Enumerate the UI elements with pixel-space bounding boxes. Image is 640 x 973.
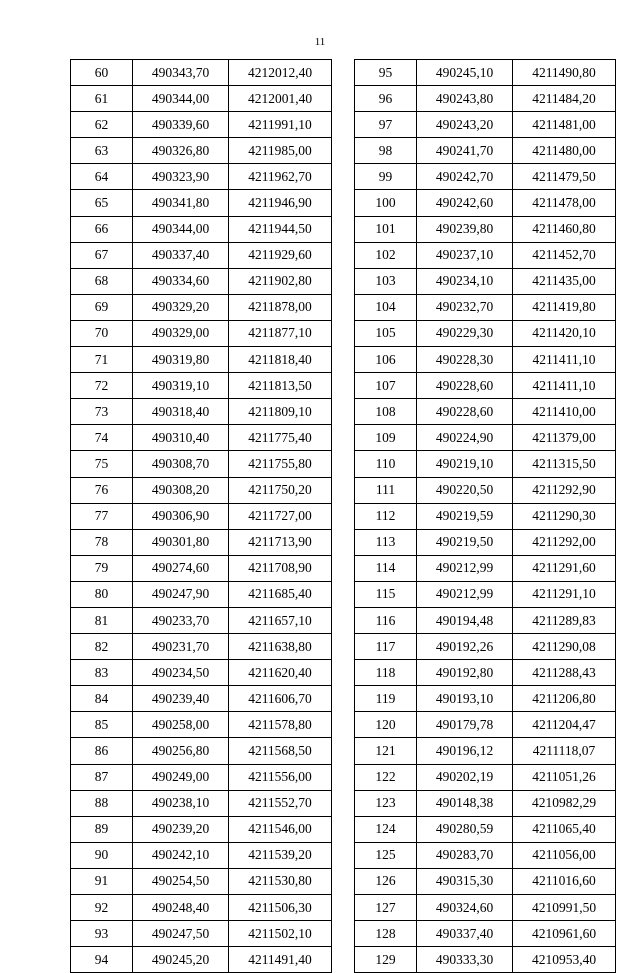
table-row [355, 320, 616, 346]
point-number-cell: 75 [71, 451, 133, 477]
x-coordinate-cell: 490334,60 [133, 268, 229, 294]
point-number-cell: 80 [71, 581, 133, 607]
x-coordinate-cell: 490228,30 [417, 347, 513, 373]
y-coordinate-cell: 4211419,80 [513, 294, 616, 320]
table-row [71, 529, 332, 555]
table-row [71, 686, 332, 712]
point-number-cell: 102 [355, 242, 417, 268]
table-row [355, 816, 616, 842]
table-row [355, 660, 616, 686]
x-coordinate-cell: 490242,10 [133, 842, 229, 868]
x-coordinate-cell: 490333,30 [417, 947, 513, 973]
point-number-cell: 114 [355, 555, 417, 581]
table-row [71, 842, 332, 868]
point-number-cell: 101 [355, 216, 417, 242]
x-coordinate-cell: 490337,40 [417, 921, 513, 947]
point-number-cell: 106 [355, 347, 417, 373]
x-coordinate-cell: 490179,78 [417, 712, 513, 738]
point-number-cell: 93 [71, 921, 133, 947]
table-row [355, 947, 616, 973]
y-coordinate-cell: 4211657,10 [229, 607, 332, 633]
point-number-cell: 70 [71, 320, 133, 346]
y-coordinate-cell: 4211478,00 [513, 190, 616, 216]
point-number-cell: 92 [71, 895, 133, 921]
y-coordinate-cell: 4211929,60 [229, 242, 332, 268]
point-number-cell: 121 [355, 738, 417, 764]
table-row [71, 503, 332, 529]
x-coordinate-cell: 490283,70 [417, 842, 513, 868]
y-coordinate-cell: 4211750,20 [229, 477, 332, 503]
table-row [71, 921, 332, 947]
x-coordinate-cell: 490212,99 [417, 581, 513, 607]
y-coordinate-cell: 4211411,10 [513, 373, 616, 399]
x-coordinate-cell: 490148,38 [417, 790, 513, 816]
point-number-cell: 71 [71, 347, 133, 373]
table-row [355, 868, 616, 894]
table-row [355, 712, 616, 738]
y-coordinate-cell: 4212001,40 [229, 86, 332, 112]
point-number-cell: 83 [71, 660, 133, 686]
y-coordinate-cell: 4211204,47 [513, 712, 616, 738]
point-number-cell: 65 [71, 190, 133, 216]
point-number-cell: 109 [355, 425, 417, 451]
table-row [355, 842, 616, 868]
y-coordinate-cell: 4211546,00 [229, 816, 332, 842]
y-coordinate-cell: 4211877,10 [229, 320, 332, 346]
table-row [355, 138, 616, 164]
x-coordinate-cell: 490242,60 [417, 190, 513, 216]
y-coordinate-cell: 4211484,20 [513, 86, 616, 112]
x-coordinate-cell: 490232,70 [417, 294, 513, 320]
x-coordinate-cell: 490228,60 [417, 373, 513, 399]
y-coordinate-cell: 4211051,26 [513, 764, 616, 790]
table-row [355, 529, 616, 555]
table-row [71, 607, 332, 633]
table-row [355, 242, 616, 268]
table-row [71, 112, 332, 138]
table-row [71, 347, 332, 373]
table-row [71, 477, 332, 503]
y-coordinate-cell: 4211813,50 [229, 373, 332, 399]
x-coordinate-cell: 490193,10 [417, 686, 513, 712]
y-coordinate-cell: 4211638,80 [229, 634, 332, 660]
y-coordinate-cell: 4211379,00 [513, 425, 616, 451]
table-row [71, 320, 332, 346]
point-number-cell: 81 [71, 607, 133, 633]
x-coordinate-cell: 490344,00 [133, 216, 229, 242]
point-number-cell: 85 [71, 712, 133, 738]
point-number-cell: 64 [71, 164, 133, 190]
x-coordinate-cell: 490212,99 [417, 555, 513, 581]
x-coordinate-cell: 490231,70 [133, 634, 229, 660]
point-number-cell: 63 [71, 138, 133, 164]
point-number-cell: 73 [71, 399, 133, 425]
table-body [71, 60, 332, 973]
x-coordinate-cell: 490329,20 [133, 294, 229, 320]
table-row [71, 816, 332, 842]
point-number-cell: 95 [355, 60, 417, 86]
x-coordinate-cell: 490339,60 [133, 112, 229, 138]
x-coordinate-cell: 490219,10 [417, 451, 513, 477]
table-row [355, 347, 616, 373]
point-number-cell: 104 [355, 294, 417, 320]
y-coordinate-cell: 4210991,50 [513, 895, 616, 921]
x-coordinate-cell: 490323,90 [133, 164, 229, 190]
y-coordinate-cell: 4211506,30 [229, 895, 332, 921]
table-row [71, 242, 332, 268]
point-number-cell: 76 [71, 477, 133, 503]
point-number-cell: 79 [71, 555, 133, 581]
point-number-cell: 74 [71, 425, 133, 451]
coordinates-table-left [70, 59, 332, 973]
point-number-cell: 112 [355, 503, 417, 529]
y-coordinate-cell: 4211620,40 [229, 660, 332, 686]
point-number-cell: 126 [355, 868, 417, 894]
table-row [355, 451, 616, 477]
y-coordinate-cell: 4211315,50 [513, 451, 616, 477]
point-number-cell: 100 [355, 190, 417, 216]
x-coordinate-cell: 490247,50 [133, 921, 229, 947]
point-number-cell: 67 [71, 242, 133, 268]
x-coordinate-cell: 490319,10 [133, 373, 229, 399]
table-row [355, 764, 616, 790]
x-coordinate-cell: 490258,00 [133, 712, 229, 738]
x-coordinate-cell: 490301,80 [133, 529, 229, 555]
y-coordinate-cell: 4211985,00 [229, 138, 332, 164]
y-coordinate-cell: 4211290,08 [513, 634, 616, 660]
y-coordinate-cell: 4211420,10 [513, 320, 616, 346]
y-coordinate-cell: 4211206,80 [513, 686, 616, 712]
point-number-cell: 127 [355, 895, 417, 921]
table-row [355, 686, 616, 712]
x-coordinate-cell: 490219,50 [417, 529, 513, 555]
table-row [71, 634, 332, 660]
x-coordinate-cell: 490343,70 [133, 60, 229, 86]
point-number-cell: 110 [355, 451, 417, 477]
x-coordinate-cell: 490324,60 [417, 895, 513, 921]
y-coordinate-cell: 4211556,00 [229, 764, 332, 790]
x-coordinate-cell: 490243,20 [417, 112, 513, 138]
y-coordinate-cell: 4211946,90 [229, 190, 332, 216]
x-coordinate-cell: 490308,20 [133, 477, 229, 503]
y-coordinate-cell: 4211568,50 [229, 738, 332, 764]
table-body [355, 60, 616, 973]
y-coordinate-cell: 4211291,60 [513, 555, 616, 581]
point-number-cell: 77 [71, 503, 133, 529]
point-number-cell: 69 [71, 294, 133, 320]
table-row [71, 373, 332, 399]
x-coordinate-cell: 490237,10 [417, 242, 513, 268]
table-row [355, 164, 616, 190]
table-row [355, 268, 616, 294]
x-coordinate-cell: 490310,40 [133, 425, 229, 451]
y-coordinate-cell: 4211290,30 [513, 503, 616, 529]
point-number-cell: 124 [355, 816, 417, 842]
table-row [355, 216, 616, 242]
table-row [355, 373, 616, 399]
x-coordinate-cell: 490194,48 [417, 607, 513, 633]
x-coordinate-cell: 490234,10 [417, 268, 513, 294]
table-row [355, 503, 616, 529]
y-coordinate-cell: 4211552,70 [229, 790, 332, 816]
y-coordinate-cell: 4211902,80 [229, 268, 332, 294]
table-row [71, 86, 332, 112]
table-row [355, 555, 616, 581]
point-number-cell: 119 [355, 686, 417, 712]
table-row [71, 764, 332, 790]
y-coordinate-cell: 4211481,00 [513, 112, 616, 138]
y-coordinate-cell: 4212012,40 [229, 60, 332, 86]
x-coordinate-cell: 490239,20 [133, 816, 229, 842]
y-coordinate-cell: 4211727,00 [229, 503, 332, 529]
table-row [71, 712, 332, 738]
y-coordinate-cell: 4211411,10 [513, 347, 616, 373]
point-number-cell: 123 [355, 790, 417, 816]
table-row [355, 294, 616, 320]
x-coordinate-cell: 490308,70 [133, 451, 229, 477]
point-number-cell: 120 [355, 712, 417, 738]
point-number-cell: 117 [355, 634, 417, 660]
x-coordinate-cell: 490192,26 [417, 634, 513, 660]
point-number-cell: 61 [71, 86, 133, 112]
point-number-cell: 97 [355, 112, 417, 138]
y-coordinate-cell: 4211435,00 [513, 268, 616, 294]
x-coordinate-cell: 490233,70 [133, 607, 229, 633]
x-coordinate-cell: 490315,30 [417, 868, 513, 894]
x-coordinate-cell: 490248,40 [133, 895, 229, 921]
y-coordinate-cell: 4211065,40 [513, 816, 616, 842]
point-number-cell: 66 [71, 216, 133, 242]
point-number-cell: 103 [355, 268, 417, 294]
point-number-cell: 62 [71, 112, 133, 138]
y-coordinate-cell: 4211479,50 [513, 164, 616, 190]
y-coordinate-cell: 4211118,07 [513, 738, 616, 764]
table-row [71, 555, 332, 581]
y-coordinate-cell: 4211775,40 [229, 425, 332, 451]
y-coordinate-cell: 4211539,20 [229, 842, 332, 868]
point-number-cell: 122 [355, 764, 417, 790]
y-coordinate-cell: 4211491,40 [229, 947, 332, 973]
table-row [355, 477, 616, 503]
point-number-cell: 88 [71, 790, 133, 816]
x-coordinate-cell: 490326,80 [133, 138, 229, 164]
table-row [355, 86, 616, 112]
table-row [71, 895, 332, 921]
x-coordinate-cell: 490247,90 [133, 581, 229, 607]
coordinates-table-right [354, 59, 616, 973]
point-number-cell: 91 [71, 868, 133, 894]
x-coordinate-cell: 490239,40 [133, 686, 229, 712]
y-coordinate-cell: 4210961,60 [513, 921, 616, 947]
x-coordinate-cell: 490337,40 [133, 242, 229, 268]
point-number-cell: 108 [355, 399, 417, 425]
table-row [71, 216, 332, 242]
table-row [355, 634, 616, 660]
y-coordinate-cell: 4211818,40 [229, 347, 332, 373]
y-coordinate-cell: 4211708,90 [229, 555, 332, 581]
y-coordinate-cell: 4211606,70 [229, 686, 332, 712]
y-coordinate-cell: 4211944,50 [229, 216, 332, 242]
y-coordinate-cell: 4211288,43 [513, 660, 616, 686]
x-coordinate-cell: 490329,00 [133, 320, 229, 346]
x-coordinate-cell: 490256,80 [133, 738, 229, 764]
table-row [355, 790, 616, 816]
x-coordinate-cell: 490234,50 [133, 660, 229, 686]
y-coordinate-cell: 4211962,70 [229, 164, 332, 190]
point-number-cell: 113 [355, 529, 417, 555]
table-row [355, 895, 616, 921]
table-row [355, 399, 616, 425]
point-number-cell: 107 [355, 373, 417, 399]
point-number-cell: 89 [71, 816, 133, 842]
y-coordinate-cell: 4211809,10 [229, 399, 332, 425]
y-coordinate-cell: 4211991,10 [229, 112, 332, 138]
point-number-cell: 72 [71, 373, 133, 399]
x-coordinate-cell: 490219,59 [417, 503, 513, 529]
x-coordinate-cell: 490202,19 [417, 764, 513, 790]
table-row [71, 738, 332, 764]
table-row [71, 425, 332, 451]
y-coordinate-cell: 4211490,80 [513, 60, 616, 86]
point-number-cell: 98 [355, 138, 417, 164]
point-number-cell: 129 [355, 947, 417, 973]
y-coordinate-cell: 4211878,00 [229, 294, 332, 320]
table-row [355, 738, 616, 764]
table-row [355, 425, 616, 451]
table-row [71, 164, 332, 190]
point-number-cell: 111 [355, 477, 417, 503]
x-coordinate-cell: 490196,12 [417, 738, 513, 764]
y-coordinate-cell: 4211755,80 [229, 451, 332, 477]
x-coordinate-cell: 490238,10 [133, 790, 229, 816]
table-row [71, 451, 332, 477]
table-row [71, 947, 332, 973]
x-coordinate-cell: 490254,50 [133, 868, 229, 894]
table-row [71, 790, 332, 816]
table-row [355, 607, 616, 633]
table-row [355, 921, 616, 947]
table-row [71, 294, 332, 320]
x-coordinate-cell: 490274,60 [133, 555, 229, 581]
y-coordinate-cell: 4210982,29 [513, 790, 616, 816]
y-coordinate-cell: 4211480,00 [513, 138, 616, 164]
table-row [71, 138, 332, 164]
y-coordinate-cell: 4211016,60 [513, 868, 616, 894]
y-coordinate-cell: 4211502,10 [229, 921, 332, 947]
table-row [71, 268, 332, 294]
table-row [355, 190, 616, 216]
x-coordinate-cell: 490220,50 [417, 477, 513, 503]
x-coordinate-cell: 490245,20 [133, 947, 229, 973]
x-coordinate-cell: 490192,80 [417, 660, 513, 686]
y-coordinate-cell: 4211530,80 [229, 868, 332, 894]
y-coordinate-cell: 4211292,90 [513, 477, 616, 503]
table-row [71, 399, 332, 425]
point-number-cell: 90 [71, 842, 133, 868]
x-coordinate-cell: 490239,80 [417, 216, 513, 242]
x-coordinate-cell: 490224,90 [417, 425, 513, 451]
x-coordinate-cell: 490228,60 [417, 399, 513, 425]
x-coordinate-cell: 490341,80 [133, 190, 229, 216]
table-row [355, 60, 616, 86]
table-row [71, 660, 332, 686]
point-number-cell: 78 [71, 529, 133, 555]
y-coordinate-cell: 4211289,83 [513, 607, 616, 633]
y-coordinate-cell: 4211713,90 [229, 529, 332, 555]
point-number-cell: 118 [355, 660, 417, 686]
point-number-cell: 82 [71, 634, 133, 660]
x-coordinate-cell: 490280,59 [417, 816, 513, 842]
point-number-cell: 96 [355, 86, 417, 112]
y-coordinate-cell: 4211685,40 [229, 581, 332, 607]
table-row [355, 112, 616, 138]
x-coordinate-cell: 490243,80 [417, 86, 513, 112]
point-number-cell: 125 [355, 842, 417, 868]
point-number-cell: 105 [355, 320, 417, 346]
y-coordinate-cell: 4211578,80 [229, 712, 332, 738]
x-coordinate-cell: 490242,70 [417, 164, 513, 190]
x-coordinate-cell: 490249,00 [133, 764, 229, 790]
y-coordinate-cell: 4211410,00 [513, 399, 616, 425]
point-number-cell: 116 [355, 607, 417, 633]
x-coordinate-cell: 490241,70 [417, 138, 513, 164]
point-number-cell: 86 [71, 738, 133, 764]
point-number-cell: 68 [71, 268, 133, 294]
y-coordinate-cell: 4211460,80 [513, 216, 616, 242]
table-row [71, 581, 332, 607]
point-number-cell: 94 [71, 947, 133, 973]
y-coordinate-cell: 4211291,10 [513, 581, 616, 607]
x-coordinate-cell: 490318,40 [133, 399, 229, 425]
x-coordinate-cell: 490306,90 [133, 503, 229, 529]
page-number: 11 [314, 36, 326, 48]
x-coordinate-cell: 490344,00 [133, 86, 229, 112]
table-row [71, 868, 332, 894]
y-coordinate-cell: 4211452,70 [513, 242, 616, 268]
x-coordinate-cell: 490319,80 [133, 347, 229, 373]
y-coordinate-cell: 4211056,00 [513, 842, 616, 868]
point-number-cell: 128 [355, 921, 417, 947]
point-number-cell: 60 [71, 60, 133, 86]
point-number-cell: 84 [71, 686, 133, 712]
point-number-cell: 99 [355, 164, 417, 190]
x-coordinate-cell: 490245,10 [417, 60, 513, 86]
point-number-cell: 115 [355, 581, 417, 607]
y-coordinate-cell: 4211292,00 [513, 529, 616, 555]
x-coordinate-cell: 490229,30 [417, 320, 513, 346]
y-coordinate-cell: 4210953,40 [513, 947, 616, 973]
table-row [355, 581, 616, 607]
table-row [71, 60, 332, 86]
point-number-cell: 87 [71, 764, 133, 790]
table-row [71, 190, 332, 216]
